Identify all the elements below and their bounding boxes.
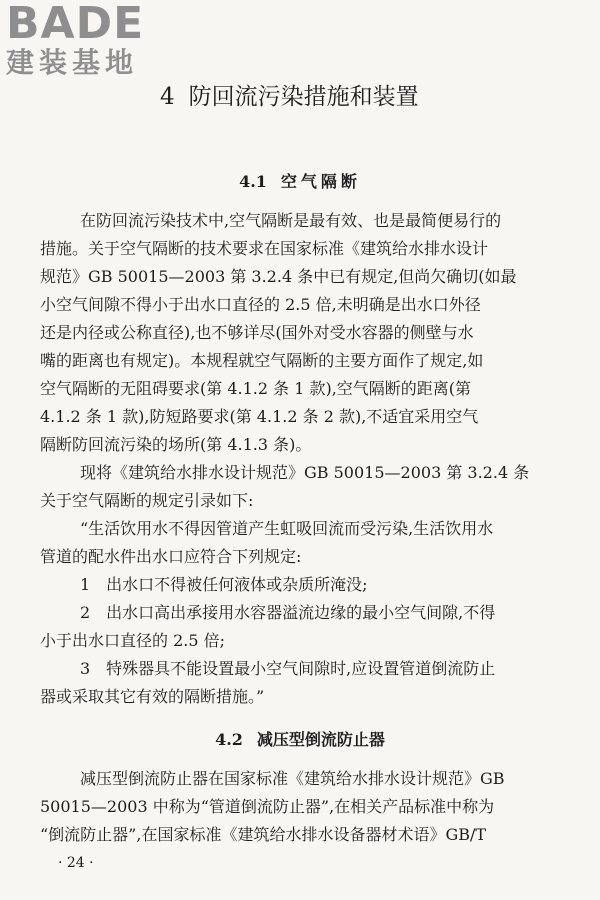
- paragraph-line: 50015—2003 中称为“管道倒流防止器”,在相关产品标准中称为: [40, 797, 495, 816]
- logo-subtitle: 建装基地: [6, 46, 139, 79]
- paragraph-line: 还是内径或公称直径),也不够详尽(国外对受水容器的侧壁与水: [40, 323, 474, 342]
- section-title: 空气隔断: [280, 172, 361, 191]
- page-number: · 24 ·: [58, 855, 94, 871]
- paragraph-line: 小空气间隙不得小于出水口直径的 2.5 倍,未明确是出水口外径: [40, 295, 481, 314]
- list-item: 2 出水口高出承接用水容器溢流边缘的最小空气间隙,不得: [80, 603, 496, 622]
- quote-line: “生活饮用水不得因管道产生虹吸回流而受污染,生活饮用水: [80, 519, 494, 538]
- list-item-continuation: 小于出水口直径的 2.5 倍;: [40, 631, 226, 650]
- list-item: 3 特殊器具不能设置最小空气间隙时,应设置管道倒流防止: [80, 659, 496, 678]
- paragraph-line: 4.1.2 条 1 款),防短路要求(第 4.1.2 条 2 款),不适宜采用空气: [40, 407, 479, 426]
- paragraph-line: 空气隔断的无阻碍要求(第 4.1.2 条 1 款),空气隔断的距离(第: [40, 379, 472, 398]
- paragraph-line: 减压型倒流防止器在国家标准《建筑给水排水设计规范》GB: [80, 769, 505, 788]
- paragraph-line: 现将《建筑给水排水设计规范》GB 50015—2003 第 3.2.4 条: [80, 463, 530, 482]
- chapter-heading: [160, 80, 419, 114]
- paragraph-line: 嘴的距离也有规定)。本规程就空气隔断的主要方面作了规定,如: [40, 351, 484, 370]
- chapter-number: 4: [160, 84, 175, 110]
- chapter-title: 防回流污染措施和装置: [188, 84, 419, 110]
- paragraph-line: “倒流防止器”,在国家标准《建筑给水排水设备器材术语》GB/T: [40, 825, 487, 844]
- paragraph-line: 在防回流污染技术中,空气隔断是最有效、也是最简便易行的: [80, 211, 502, 230]
- paragraph-line: 规范》GB 50015—2003 第 3.2.4 条中已有规定,但尚欠确切(如最: [40, 267, 517, 286]
- section-heading-4-2: [0, 728, 600, 752]
- paragraph-line: 关于空气隔断的规定引录如下:: [40, 491, 254, 510]
- quote-line: 管道的配水件出水口应符合下列规定:: [40, 547, 302, 566]
- paragraph-line: 措施。关于空气隔断的技术要求在国家标准《建筑给水排水设计: [40, 239, 489, 258]
- list-item: 1 出水口不得被任何液体或杂质所淹没;: [80, 575, 368, 594]
- section-number: 4.1: [239, 172, 267, 191]
- section-title: 减压型倒流防止器: [256, 730, 385, 749]
- paragraph-line: 隔断防回流污染的场所(第 4.1.3 条)。: [40, 435, 312, 454]
- section-heading-4-1: [0, 170, 600, 194]
- list-item-continuation: 器或采取其它有效的隔断措施。”: [40, 687, 265, 706]
- section-number: 4.2: [215, 730, 243, 749]
- logo: [6, 2, 144, 78]
- logo-wordmark: BADE: [6, 0, 145, 49]
